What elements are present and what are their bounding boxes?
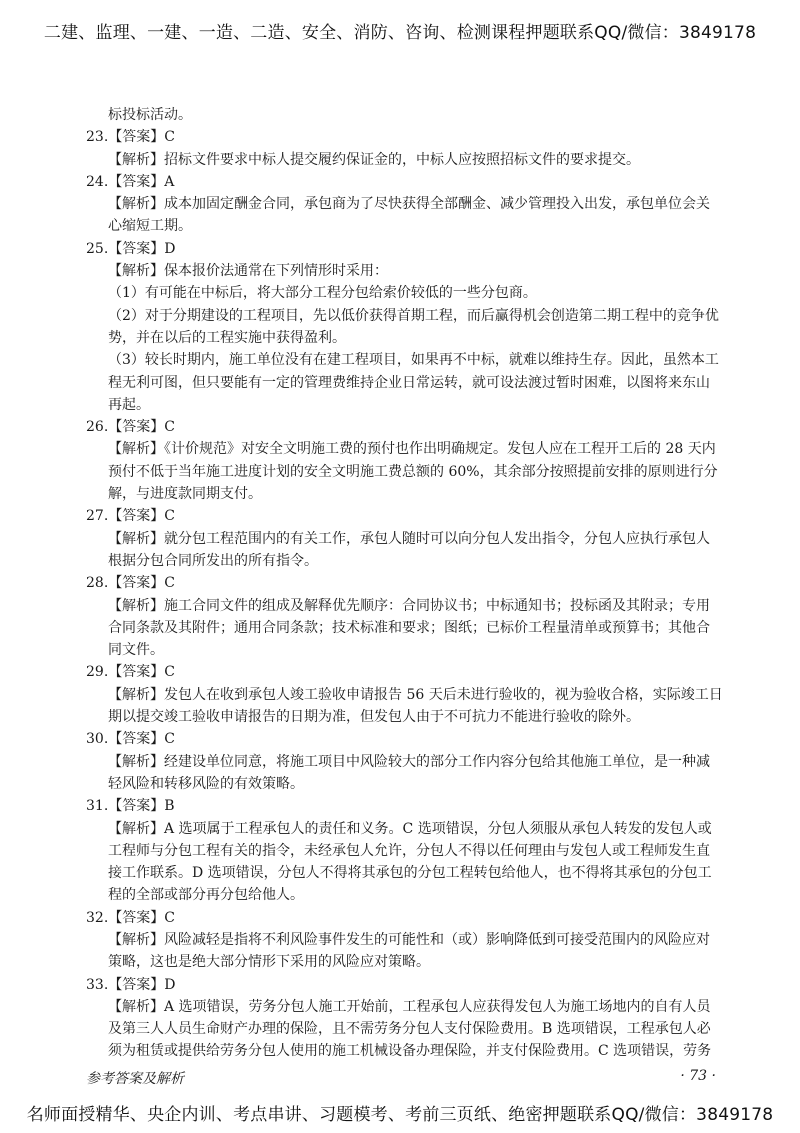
header-banner: 二建、监理、一建、一造、二造、安全、消防、咨询、检测课程押题联系QQ/微信：3849178 (43, 23, 757, 43)
answer-heading: 25.【答案】D (86, 240, 176, 257)
explanation-line: 程的全部或部分再分包给他人。 (108, 887, 304, 904)
explanation-line: 【解析】招标文件要求中标人提交履约保证金的，中标人应按照招标文件的要求提交。 (108, 151, 640, 168)
explanation-line: 须为租赁或提供给劳务分包人使用的施工机械设备办理保险，并支付保险费用。C 选项错误，劳务 (108, 1043, 712, 1060)
explanation-line: 【解析】《计价规范》对安全文明施工费的预付也作出明确规定。发包人应在工程开工后的 28 天内 (108, 441, 716, 458)
explanation-line: 轻风险和转移风险的有效策略。 (108, 775, 304, 792)
answer-list (86, 104, 723, 1063)
answer-heading: 23.【答案】C (86, 129, 175, 146)
explanation-line: 及第三人人员生命财产办理的保险，且不需劳务分包人支付保险费用。B 选项错误，工程承包人必 (108, 1021, 711, 1038)
explanation-line: 【解析】经建设单位同意，将施工项目中风险较大的部分工作内容分包给其他施工单位，是一种减 (108, 753, 710, 770)
answer-heading: 31.【答案】B (86, 798, 175, 815)
explanation-line: 【解析】风险减轻是指将不利风险事件发生的可能性和（或）影响降低到可接受范围内的风险应对 (108, 931, 710, 948)
answer-heading: 33.【答案】D (86, 976, 176, 993)
explanation-line: 期以提交竣工验收申请报告的日期为准，但发包人由于不可抗力不能进行验收的除外。 (108, 709, 640, 726)
explanation-line: 工程师与分包工程有关的指令，未经承包人允许，分包人不得以任何理由与发包人或工程师发生直 (108, 842, 710, 859)
answer-heading: 29.【答案】C (86, 664, 175, 681)
explanation-line: 程无利可图，但只要能有一定的管理费维持企业日常运转，就可设法渡过暂时困难，以图将来东山 (108, 374, 710, 391)
explanation-line: 【解析】就分包工程范围内的有关工作，承包人随时可以向分包人发出指令，分包人应执行承包人 (108, 530, 710, 547)
explanation-line: 【解析】A 选项错误，劳务分包人施工开始前，工程承包人应获得发包人为施工场地内的自有人员 (108, 998, 711, 1015)
explanation-line: 【解析】施工合同文件的组成及解释优先顺序：合同协议书；中标通知书；投标函及其附录；专用 (108, 597, 710, 614)
answer-heading: 30.【答案】C (86, 731, 175, 748)
explanation-line: 心缩短工期。 (108, 218, 192, 235)
answer-heading: 27.【答案】C (86, 508, 175, 525)
explanation-line: 预付不低于当年施工进度计划的安全文明施工费总额的 60%，其余部分按照提前安排的原则进行分 (108, 463, 718, 480)
explanation-line: 同文件。 (108, 642, 164, 659)
answer-heading: 26.【答案】C (86, 419, 175, 436)
explanation-line: 解，与进度款同期支付。 (108, 486, 262, 503)
explanation-line: 根据分包合同所发出的所有指令。 (108, 552, 318, 569)
footer-title: 参考答案及解析 (86, 1071, 184, 1087)
explanation-line: （3）较长时期内，施工单位没有在建工程项目，如果再不中标，就难以维持生存。因此，虽然本工 (108, 352, 719, 369)
explanation-line: 标投标活动。 (108, 107, 192, 123)
footer-banner: 名师面授精华、央企内训、考点串讲、习题模考、考前三页纸、绝密押题联系QQ/微信：3849178 (26, 1105, 774, 1125)
explanation-line: 再起。 (108, 396, 150, 413)
explanation-line: （1）有可能在中标后，将大部分工程分包给索价较低的一些分包商。 (108, 285, 537, 302)
explanation-line: 合同条款及其附件；通用合同条款；技术标准和要求；图纸；已标价工程量清单或预算书；其他合 (108, 619, 710, 636)
explanation-line: （2）对于分期建设的工程项目，先以低价获得首期工程，而后赢得机会创造第二期工程中的竞争优 (108, 307, 719, 324)
explanation-line: 接工作联系。D 选项错误，分包人不得将其承包的分包工程转包给他人，也不得将其承包的分包工 (108, 865, 712, 882)
answer-heading: 32.【答案】C (86, 909, 175, 926)
explanation-line: 【解析】保本报价法通常在下列情形时采用： (108, 263, 388, 280)
answer-heading: 24.【答案】A (86, 173, 175, 190)
explanation-line: 势，并在以后的工程实施中获得盈利。 (108, 329, 346, 346)
page-number: · 73 · (680, 1068, 716, 1084)
answer-heading: 28.【答案】C (86, 575, 175, 592)
explanation-line: 策略，这也是绝大部分情形下采用的风险应对策略。 (108, 954, 430, 971)
explanation-line: 【解析】A 选项属于工程承包人的责任和义务。C 选项错误，分包人须服从承包人转发的发包人或 (108, 820, 712, 837)
page-footer (86, 1068, 716, 1088)
explanation-line: 【解析】成本加固定酬金合同，承包商为了尽快获得全部酬金、减少管理投入出发，承包单位会关 (108, 196, 710, 213)
explanation-line: 【解析】发包人在收到承包人竣工验收申请报告 56 天后未进行验收的，视为验收合格，实际竣工日 (108, 686, 723, 703)
